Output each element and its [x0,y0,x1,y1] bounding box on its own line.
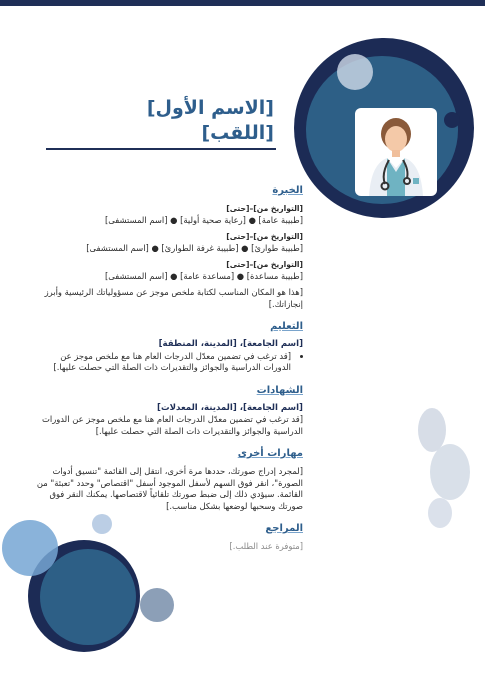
experience-entry [33,259,303,282]
education-bullet[interactable]: • [قد ترغب في تضمين معدّل الدرجات العام هنا مع ملخص موجز عن الدورات الدراسية والجوائز والتقديرات ذات الصلة التي حصلت عليها.] [33,351,291,374]
doctor-avatar-icon[interactable] [355,108,437,196]
certificates-school[interactable]: [اسم الجامعة]، [المدينة، المعدلات] [157,402,303,413]
decor-circle-steel-bottom [40,549,136,645]
entry-role[interactable]: [طبيبة طوارئ] ● [طبيبة غرفة الطوارئ] ● [اسم المستشفى] [86,242,303,253]
education-bullets [33,351,303,374]
education-heading: التعليم [270,321,303,332]
decor-bubble-right-2 [430,444,470,500]
entry-role[interactable]: [طبيبة عامة] ● [رعاية صحية أولية] ● [اسم المستشفى] [105,214,303,225]
skills-heading: مهارات أخرى [237,448,303,459]
certificates-text[interactable]: [قد ترغب في تضمين معدّل الدرجات العام هنا مع ملخص موجز عن الدورات الدراسية والجوائز والتقديرات ذات الصلة التي حصلت عليها.] [41,414,303,436]
education-school[interactable]: [اسم الجامعة]، [المدينة، المنطقة] [158,339,303,349]
experience-summary[interactable]: [هذا هو المكان المناسب لكتابة ملخص موجز عن مسؤولياتك الرئيسية وأبرز إنجازاتك.] [44,287,303,309]
decor-bubble-light [337,54,373,90]
decor-bubble-right-3 [428,498,452,528]
education-section [33,320,303,374]
decor-bubble-mid-bottom [140,588,174,622]
decor-dot-navy [444,112,460,128]
entry-dates[interactable]: [التواريخ من]–[حتى] [226,204,303,213]
entry-dates[interactable]: [التواريخ من]–[حتى] [226,260,303,269]
experience-section [33,184,303,310]
entry-role[interactable]: [طبيبة مساعدة] ● [مساعدة عامة] ● [اسم المستشفى] [104,270,303,281]
top-accent-bar [0,0,485,6]
certificates-section [33,384,303,438]
experience-heading: الخبرة [272,185,303,196]
skills-section [33,447,303,512]
header-divider [46,148,276,150]
experience-entry [33,203,303,226]
last-name[interactable]: [اللقب] [201,122,274,144]
name-block [60,96,274,146]
references-text[interactable]: [متوفرة عند الطلب.] [229,541,303,551]
references-section [33,522,303,553]
certificates-heading: الشهادات [256,384,303,396]
entry-dates[interactable]: [التواريخ من]–[حتى] [226,232,303,241]
skills-text[interactable]: [لمجرد إدراج صورتك، حددها مرة أخرى، انتقل إلى القائمة "تنسيق أدوات الصورة"، انقر فوق السهم لأسفل الموجود أسفل "اقتصاص" وحدد "تعبئة" من القائمة. سيؤدي ذلك إلى ضبط صورتك تلقائياً لاقتصاصها. يمكنك النقر فوق صورتك وسحبها لوضعها بشكل مناسب.] [36,466,303,511]
experience-entry [33,231,303,254]
first-name[interactable]: [الاسم الأول] [146,97,274,119]
resume-body [33,184,303,563]
references-heading: المراجع [265,523,303,534]
